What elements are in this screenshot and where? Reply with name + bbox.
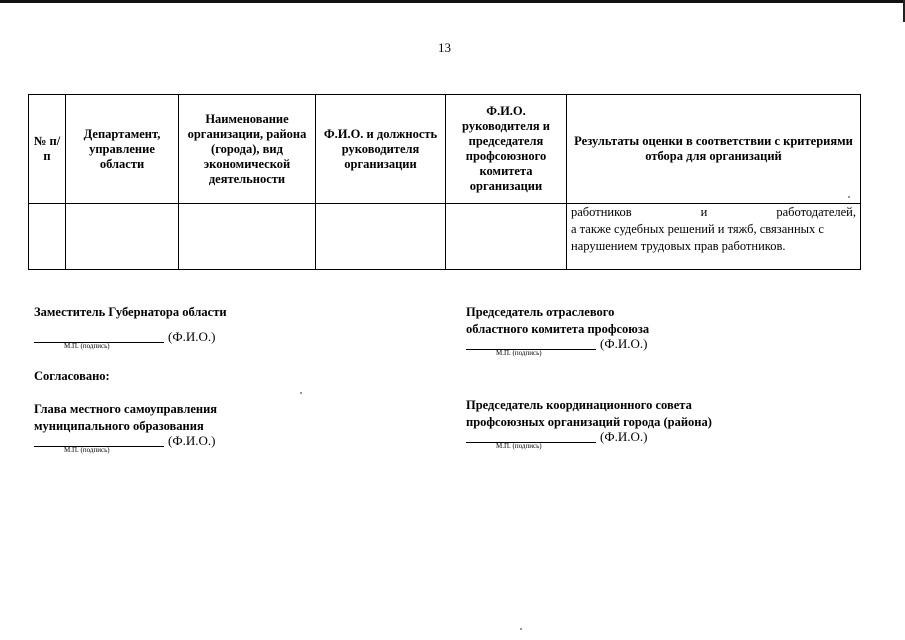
signature-caption: М.П. (подпись) — [64, 446, 110, 454]
signature-caption: М.П. (подпись) — [496, 349, 542, 357]
signature-caption: М.П. (подпись) — [496, 442, 542, 450]
header-results: Результаты оценки в соответствии с критериями отбора для организаций — [567, 95, 861, 204]
scan-edge — [0, 0, 905, 3]
header-number: № п/п — [29, 95, 66, 204]
signature-coordination-council-chair — [466, 397, 886, 450]
signature-line-row — [466, 425, 886, 450]
signature-title-line-2: областного комитета профсоюза — [466, 322, 650, 336]
cell-number — [29, 204, 66, 270]
signature-line-row — [466, 332, 866, 357]
cell-department — [66, 204, 179, 270]
signature-title-line-2: профсоюзных организаций города (района) — [466, 415, 712, 429]
header-department: Департамент, управление области — [66, 95, 179, 204]
signature-title-line-1: Глава местного самоуправления — [34, 402, 218, 416]
header-union-head: Ф.И.О. руководителя и председателя профсоюзного комитета организации — [446, 95, 567, 204]
signature-fio: (Ф.И.О.) — [168, 329, 216, 344]
header-organization: Наименование организации, района (города), вид экономической деятельности — [179, 95, 316, 204]
assessment-table — [28, 94, 861, 270]
signature-deputy-governor — [34, 304, 374, 350]
signature-line-row — [34, 325, 374, 350]
scan-speck — [300, 392, 302, 394]
signature-title-line-1: Председатель координационного совета — [466, 398, 692, 412]
signature-branch-committee-chair — [466, 304, 866, 357]
cell-results — [567, 204, 861, 270]
signature-fio: (Ф.И.О.) — [168, 433, 216, 448]
scan-speck — [520, 628, 522, 630]
results-line-1: работников и работодателей, — [571, 205, 856, 219]
table-row — [29, 204, 861, 270]
agreed-label: Согласовано: — [34, 369, 110, 383]
scan-speck — [848, 196, 850, 198]
cell-organization — [179, 204, 316, 270]
cell-org-head — [316, 204, 446, 270]
signature-local-head — [34, 401, 374, 454]
signature-title-line-1: Председатель отраслевого — [466, 305, 615, 319]
signature-fio: (Ф.И.О.) — [600, 336, 648, 351]
signature-title: Заместитель Губернатора области — [34, 305, 227, 319]
signature-fio: (Ф.И.О.) — [600, 429, 648, 444]
signature-line-row — [34, 429, 374, 454]
header-org-head: Ф.И.О. и должность руководителя организации — [316, 95, 446, 204]
signature-caption: М.П. (подпись) — [64, 342, 110, 350]
results-line-2: а также судебных решений и тяжб, связанных с нарушением трудовых прав работников. — [571, 222, 824, 253]
table-header-row — [29, 95, 861, 204]
page-number: 13 — [438, 40, 451, 55]
signature-title-line-2: муниципального образования — [34, 419, 204, 433]
cell-union-head — [446, 204, 567, 270]
